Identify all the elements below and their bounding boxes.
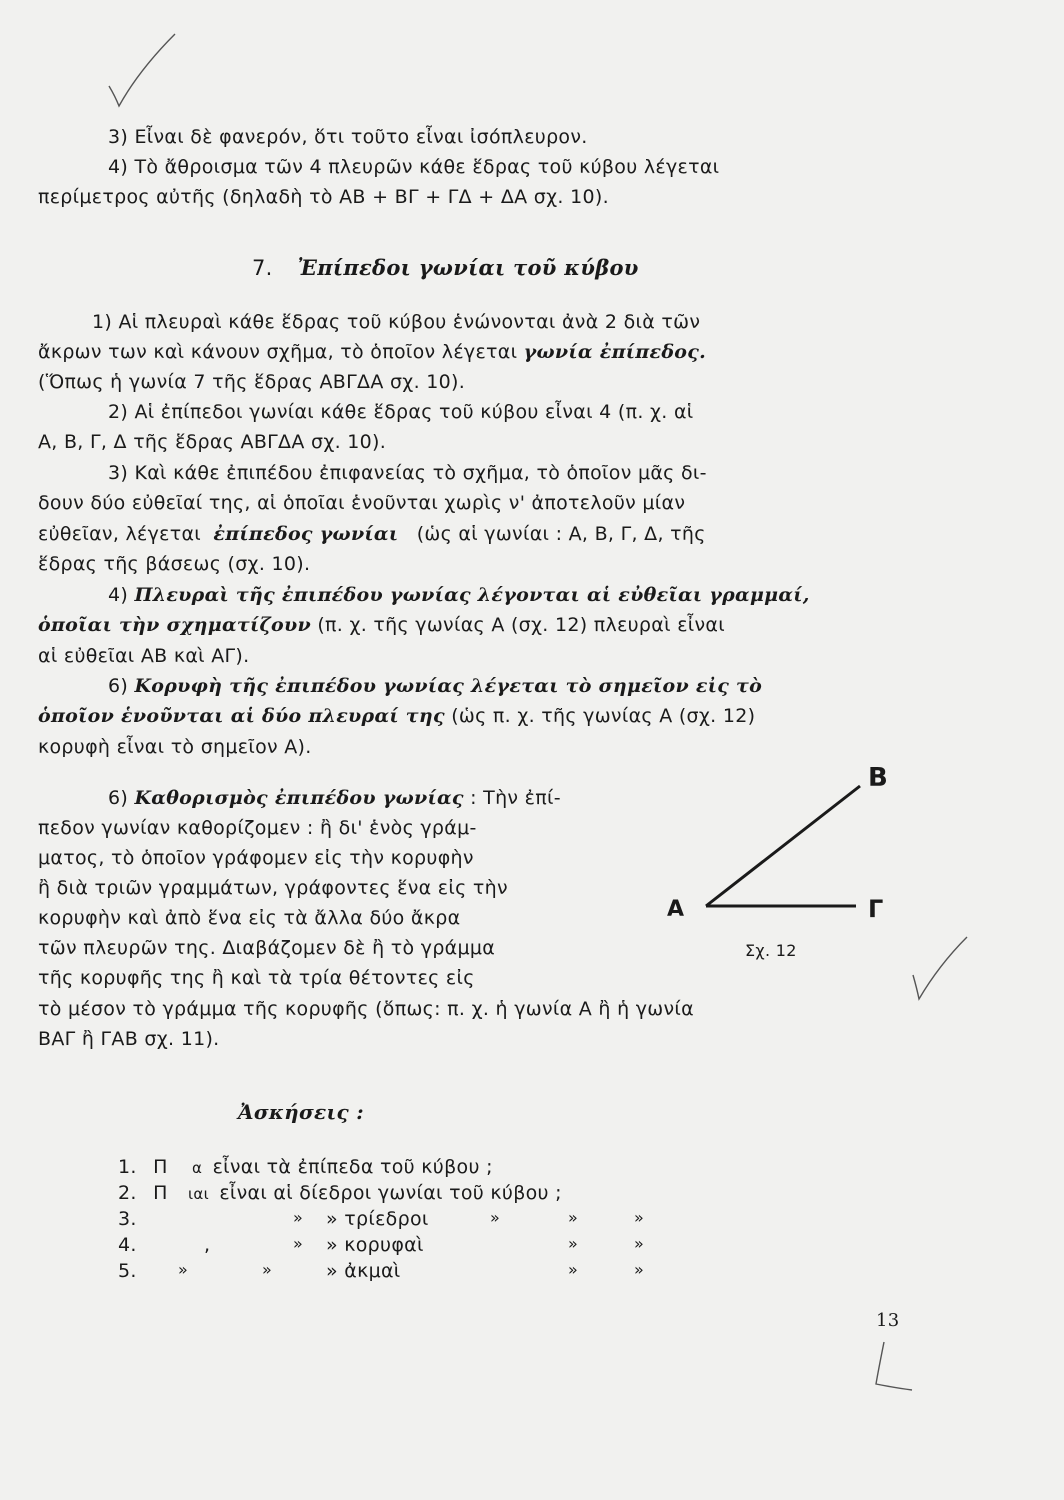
- paragraph-line: Α, Β, Γ, Δ τῆς ἕδρας ΑΒΓΔΑ σχ. 10).: [38, 431, 387, 453]
- exercise-item: 3.: [118, 1208, 137, 1230]
- figure-caption: Σχ. 12: [745, 941, 797, 960]
- exercise-item: 1. Π α εἶναι τὰ ἐπίπεδα τοῦ κύβου ;: [118, 1156, 493, 1178]
- intro-item-4-cont: περίμετρος αὐτῆς (δηλαδὴ τὸ ΑΒ + ΒΓ + ΓΔ + ΔΑ σχ. 10).: [38, 186, 609, 208]
- ditto-mark: »: [178, 1260, 189, 1279]
- paragraph-line: ὁποῖον ἑνοῦνται αἱ δύο πλευραί της (ὡς π. χ. τῆς γωνίας Α (σχ. 12): [38, 705, 756, 727]
- ditto-mark: ,: [204, 1234, 211, 1256]
- term-determination: Καθορισμὸς ἐπιπέδου γωνίας: [134, 787, 464, 809]
- exercise-item: 4.: [118, 1234, 137, 1256]
- exercises-heading: Ἀσκήσεις :: [238, 1100, 364, 1124]
- exercise-text: » κορυφαὶ: [326, 1234, 424, 1256]
- term-plane-angles: ἐπίπεδος γωνίαι: [213, 523, 399, 545]
- paragraph-line: κορυφὴ εἶναι τὸ σημεῖον Α).: [38, 736, 312, 758]
- paragraph-line: 3) Καὶ κάθε ἐπιπέδου ἐπιφανείας τὸ σχῆμα, τὸ ὁποῖον μᾶς δι-: [108, 462, 707, 484]
- section-heading: [252, 255, 639, 280]
- section-number: 7.: [252, 256, 273, 280]
- label-vertex-a: Α: [667, 897, 685, 922]
- pencil-check-icon: [95, 30, 185, 110]
- exercise-item: 5.: [118, 1260, 137, 1282]
- pencil-check-icon: [905, 935, 975, 1025]
- paragraph-line: ἄκρων των καὶ κάνουν σχῆμα, τὸ ὁποῖον λέγεται γωνία ἐπίπεδος.: [38, 341, 707, 363]
- paragraph-line: εὐθεῖαν, λέγεται ἐπίπεδος γωνίαι (ὡς αἱ γωνίαι : Α, Β, Γ, Δ, τῆς: [38, 523, 706, 545]
- paragraph-line: 1) Αἱ πλευραὶ κάθε ἕδρας τοῦ κύβου ἑνώνονται ἀνὰ 2 διὰ τῶν: [92, 311, 701, 333]
- angle-side-ab: [706, 786, 860, 906]
- pencil-check-icon: [868, 1332, 928, 1392]
- paragraph-line: αἱ εὐθεῖαι ΑΒ καὶ ΑΓ).: [38, 645, 250, 667]
- paragraph-line: τὸ μέσον τὸ γράμμα τῆς κορυφῆς (ὅπως: π. χ. ἡ γωνία Α ἢ ἡ γωνία: [38, 998, 694, 1020]
- paragraph-line: 4) Πλευραὶ τῆς ἐπιπέδου γωνίας λέγονται αἱ εὐθεῖαι γραμμαί,: [108, 584, 810, 606]
- ditto-mark: »: [293, 1234, 304, 1253]
- paragraph-line: δουν δύο εὐθεῖαί της, αἱ ὁποῖαι ἑνοῦνται χωρὶς ν' ἀποτελοῦν μίαν: [38, 492, 686, 514]
- paragraph-line: τῶν πλευρῶν της. Διαβάζομεν δὲ ἢ τὸ γράμμα: [38, 937, 496, 959]
- intro-item-4: 4) Τὸ ἄθροισμα τῶν 4 πλευρῶν κάθε ἕδρας τοῦ κύβου λέγεται: [108, 156, 720, 178]
- paragraph-line: 6) Καθορισμὸς ἐπιπέδου γωνίας : Τὴν ἐπί-: [108, 787, 561, 809]
- exercise-text: » ἀκμαὶ: [326, 1260, 401, 1282]
- paragraph-line: ἢ διὰ τριῶν γραμμάτων, γράφοντες ἕνα εἰς τὴν: [38, 877, 508, 899]
- ditto-mark: »: [490, 1208, 501, 1227]
- paragraph-line: (Ὅπως ἡ γωνία 7 τῆς ἕδρας ΑΒΓΔΑ σχ. 10).: [38, 371, 466, 393]
- exercise-text: » τρίεδροι: [326, 1208, 429, 1230]
- paragraph-line: ΒΑΓ ἢ ΓΑΒ σχ. 11).: [38, 1028, 220, 1050]
- paragraph-line: τῆς κορυφῆς της ἢ καὶ τὰ τρία θέτοντες εἰς: [38, 967, 475, 989]
- ditto-mark: »: [568, 1208, 579, 1227]
- intro-item-3: 3) Εἶναι δὲ φανερόν, ὅτι τοῦτο εἶναι ἰσόπλευρον.: [108, 126, 588, 148]
- paragraph-line: πεδον γωνίαν καθορίζομεν : ἢ δι' ἑνὸς γράμ-: [38, 817, 477, 839]
- paragraph-line: ἕδρας τῆς βάσεως (σχ. 10).: [38, 553, 311, 575]
- label-point-g: Γ: [868, 895, 884, 923]
- ditto-mark: »: [293, 1208, 304, 1227]
- term-vertex: Κορυφὴ τῆς ἐπιπέδου γωνίας λέγεται τὸ σημεῖον εἰς τὸ: [134, 675, 763, 697]
- page-number: 13: [876, 1310, 900, 1331]
- ditto-mark: »: [634, 1208, 645, 1227]
- paragraph-line: 2) Αἱ ἐπίπεδοι γωνίαι κάθε ἕδρας τοῦ κύβου εἶναι 4 (π. χ. αἱ: [108, 401, 694, 423]
- paragraph-line: ματος, τὸ ὁποῖον γράφομεν εἰς τὴν κορυφὴν: [38, 847, 474, 869]
- term-sides: Πλευραὶ τῆς ἐπιπέδου γωνίας λέγονται αἱ εὐθεῖαι γραμμαί,: [134, 584, 810, 606]
- ditto-mark: »: [262, 1260, 273, 1279]
- exercise-item: 2. Π ιαι εἶναι αἱ δίεδροι γωνίαι τοῦ κύβου ;: [118, 1182, 562, 1204]
- ditto-mark: »: [634, 1260, 645, 1279]
- label-point-b: Β: [868, 763, 889, 793]
- term-plane-angle: γωνία ἐπίπεδος.: [523, 341, 707, 363]
- section-title: Ἐπίπεδοι γωνίαι τοῦ κύβου: [297, 255, 639, 280]
- paragraph-line: κορυφὴν καὶ ἀπὸ ἕνα εἰς τὰ ἄλλα δύο ἄκρα: [38, 907, 461, 929]
- ditto-mark: »: [634, 1234, 645, 1253]
- ditto-mark: »: [568, 1260, 579, 1279]
- ditto-mark: »: [568, 1234, 579, 1253]
- paragraph-line: ὁποῖαι τὴν σχηματίζουν (π. χ. τῆς γωνίας Α (σχ. 12) πλευραὶ εἶναι: [38, 614, 725, 636]
- paragraph-line: 6) Κορυφὴ τῆς ἐπιπέδου γωνίας λέγεται τὸ σημεῖον εἰς τὸ: [108, 675, 763, 697]
